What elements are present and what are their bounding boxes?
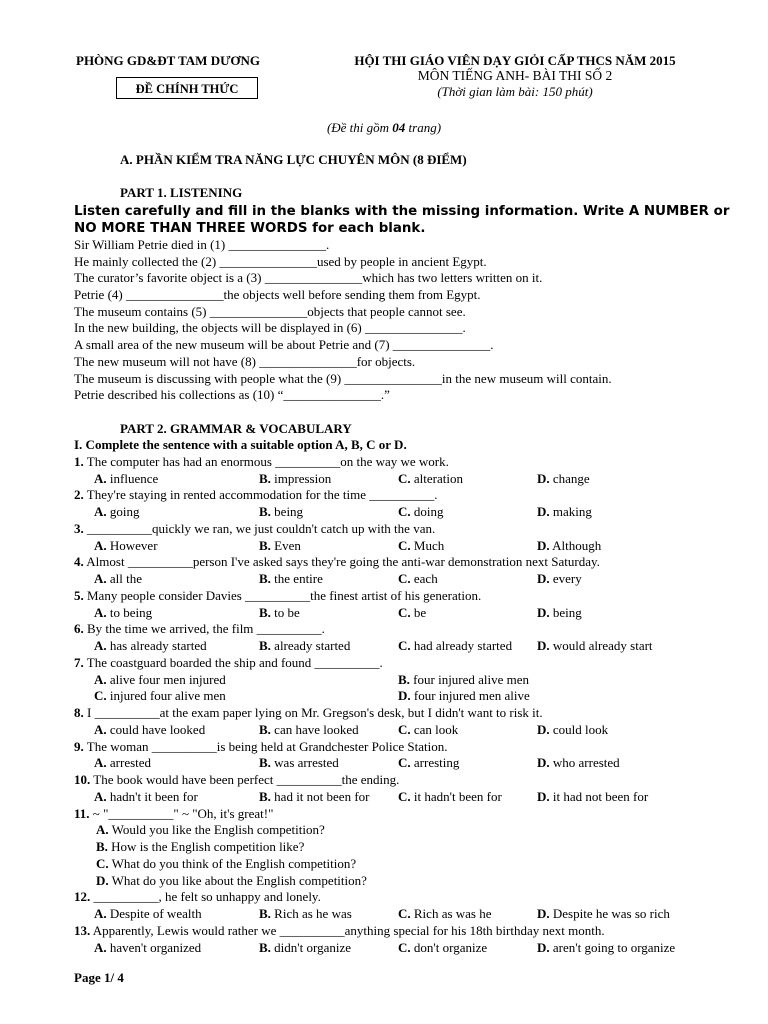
answer-option: A. Despite of wealth: [94, 906, 202, 921]
answer-option: C. What do you think of the English competition?: [96, 855, 357, 871]
question-stem: 8. I __________at the exam paper lying on Mr. Gregson's desk, but I didn't want to risk it.: [74, 705, 543, 720]
options-row: [74, 538, 764, 555]
subject-line: MÔN TIẾNG ANH- BÀI THI SỐ 2: [417, 68, 613, 83]
grammar-questions: [74, 437, 764, 956]
answer-option: B. can have looked: [259, 721, 359, 737]
options-row: [74, 789, 764, 806]
listening-line: A small area of the new museum will be about Petrie and (7) _______________.: [74, 337, 494, 353]
options-row: [74, 571, 764, 588]
answer-option: A. arrested: [94, 755, 152, 771]
answer-option: B. was arrested: [259, 755, 339, 771]
answer-option: D. who arrested: [537, 755, 620, 771]
answer-option: D. aren't going to organize: [537, 939, 676, 955]
listening-line: He mainly collected the (2) _______________used by people in ancient Egypt.: [74, 253, 487, 269]
question-stem: 5. Many people consider Davies __________the finest artist of his generation.: [74, 587, 482, 603]
listening-line: The curator’s favorite object is a (3) _______________which has two letters written on it.: [74, 270, 543, 286]
options-row: [74, 873, 764, 890]
answer-option: D. making: [537, 504, 592, 519]
section-a-title: A. PHẦN KIỂM TRA NĂNG LỰC CHUYÊN MÔN (8 ĐIỂM): [120, 152, 467, 167]
answer-option: D. would already start: [537, 638, 653, 653]
answer-option: D. Although: [537, 537, 602, 553]
answer-option: A. all the: [94, 571, 143, 586]
listening-line: The museum contains (5) _______________objects that people cannot see.: [74, 303, 466, 319]
page-count-number: 04: [392, 120, 406, 135]
time-limit: (Thời gian làm bài: 150 phút): [437, 84, 593, 99]
question-stem: 13. Apparently, Lewis would rather we __________anything special for his 18th birthday next month.: [74, 922, 605, 938]
answer-option: D. What do you like about the English competition?: [96, 872, 367, 888]
question-stem: 6. By the time we arrived, the film __________.: [74, 621, 325, 637]
contest-title: HỘI THI GIÁO VIÊN DẠY GIỎI CẤP THCS NĂM 2015: [354, 53, 676, 68]
question-stem: 10. The book would have been perfect __________the ending.: [74, 772, 400, 787]
answer-option: B. the entire: [259, 571, 323, 586]
answer-option: C. Rich as was he: [398, 906, 492, 921]
options-row: [74, 688, 764, 705]
answer-option: B. four injured alive men: [398, 671, 530, 687]
question-stem: 4. Almost __________person I've asked says they're going the anti-war demonstration next Saturday.: [74, 554, 600, 570]
answer-option: B. being: [259, 504, 304, 519]
answer-option: B. to be: [259, 604, 300, 620]
page-footer: Page 1/ 4: [74, 970, 124, 985]
answer-option: A. has already started: [94, 638, 207, 653]
options-row: [74, 822, 764, 839]
answer-option: C. Much: [398, 537, 445, 553]
options-row: [74, 605, 764, 622]
listening-line: Sir William Petrie died in (1) _______________.: [74, 237, 330, 252]
answer-option: C. arresting: [398, 755, 460, 771]
page-count-note: [0, 120, 768, 136]
answer-option: C. be: [398, 604, 427, 620]
answer-option: B. Rich as he was: [259, 906, 352, 921]
answer-option: A. going: [94, 504, 140, 519]
page-count-prefix: (Đề thi gồm: [326, 120, 393, 135]
answer-option: A. could have looked: [94, 721, 206, 737]
answer-option: C. it hadn't been for: [398, 788, 502, 804]
options-row: [74, 906, 764, 923]
answer-option: A. Would you like the English competition?: [96, 822, 325, 838]
answer-option: A. However: [94, 537, 158, 553]
answer-option: B. Even: [259, 537, 301, 553]
answer-option: B. impression: [259, 470, 332, 486]
answer-option: A. alive four men injured: [94, 671, 226, 687]
question-stem: 11. ~ "__________" ~ "Oh, it's great!": [74, 805, 274, 821]
answer-option: D. every: [537, 571, 582, 586]
answer-option: D. being: [537, 604, 582, 620]
answer-option: B. didn't organize: [259, 939, 352, 955]
question-stem: 3. __________quickly we ran, we just couldn't catch up with the van.: [74, 520, 436, 536]
part2-title: PART 2. GRAMMAR & VOCABULARY: [120, 421, 352, 436]
options-row: [74, 672, 764, 689]
answer-option: D. Despite he was so rich: [537, 906, 670, 921]
answer-option: A. haven't organized: [94, 939, 202, 955]
answer-option: C. injured four alive men: [94, 688, 226, 704]
answer-option: D. could look: [537, 721, 609, 737]
answer-option: C. each: [398, 571, 438, 586]
part1-title: PART 1. LISTENING: [120, 185, 243, 200]
official-exam-box: ĐỀ CHÍNH THỨC: [116, 77, 258, 99]
part1-instruction: Listen carefully and fill in the blanks with the missing information. Write A NUMBER or NO MORE THAN THREE WORDS for each blank.: [74, 204, 730, 236]
answer-option: D. four injured men alive: [398, 688, 530, 704]
options-row: [74, 471, 764, 488]
answer-option: D. change: [537, 470, 590, 486]
options-row: [74, 839, 764, 856]
question-stem: 7. The coastguard boarded the ship and found __________.: [74, 654, 383, 670]
answer-option: C. doing: [398, 504, 444, 519]
part2-instruction: I. Complete the sentence with a suitable option A, B, C or D.: [74, 437, 407, 452]
answer-option: A. to being: [94, 604, 153, 620]
answer-option: C. alteration: [398, 470, 463, 486]
answer-option: C. don't organize: [398, 939, 488, 955]
answer-option: B. had it not been for: [259, 788, 370, 804]
answer-option: C. had already started: [398, 638, 513, 653]
answer-option: D. it had not been for: [537, 788, 649, 804]
options-row: [74, 722, 764, 739]
question-stem: 12. __________, he felt so unhappy and lonely.: [74, 889, 321, 905]
answer-option: B. already started: [259, 638, 351, 653]
listening-line: The museum is discussing with people what the (9) _______________in the new museum will contain.: [74, 370, 612, 386]
listening-line: Petrie (4) _______________the objects well before sending them from Egypt.: [74, 287, 481, 303]
listening-line: The new museum will not have (8) _______________for objects.: [74, 353, 416, 369]
department-name: PHÒNG GD&ĐT TAM DƯƠNG: [76, 53, 261, 68]
page-count-suffix: trang): [405, 120, 442, 135]
options-row: [74, 856, 764, 873]
listening-lines: [74, 237, 754, 404]
answer-option: A. hadn't it been for: [94, 788, 198, 804]
question-stem: 9. The woman __________is being held at Grandchester Police Station.: [74, 738, 448, 754]
options-row: [74, 504, 764, 521]
options-row: [74, 755, 764, 772]
options-row: [74, 638, 764, 655]
question-stem: 2. They're staying in rented accommodation for the time __________.: [74, 487, 438, 503]
answer-option: B. How is the English competition like?: [96, 839, 305, 854]
listening-line: In the new building, the objects will be displayed in (6) _______________.: [74, 320, 466, 336]
options-row: [74, 940, 764, 957]
answer-option: C. can look: [398, 721, 459, 737]
answer-option: A. influence: [94, 470, 159, 486]
listening-line: Petrie described his collections as (10) “_______________.”: [74, 387, 390, 403]
contest-header: [300, 53, 730, 100]
question-stem: 1. The computer has had an enormous __________on the way we work.: [74, 453, 449, 469]
